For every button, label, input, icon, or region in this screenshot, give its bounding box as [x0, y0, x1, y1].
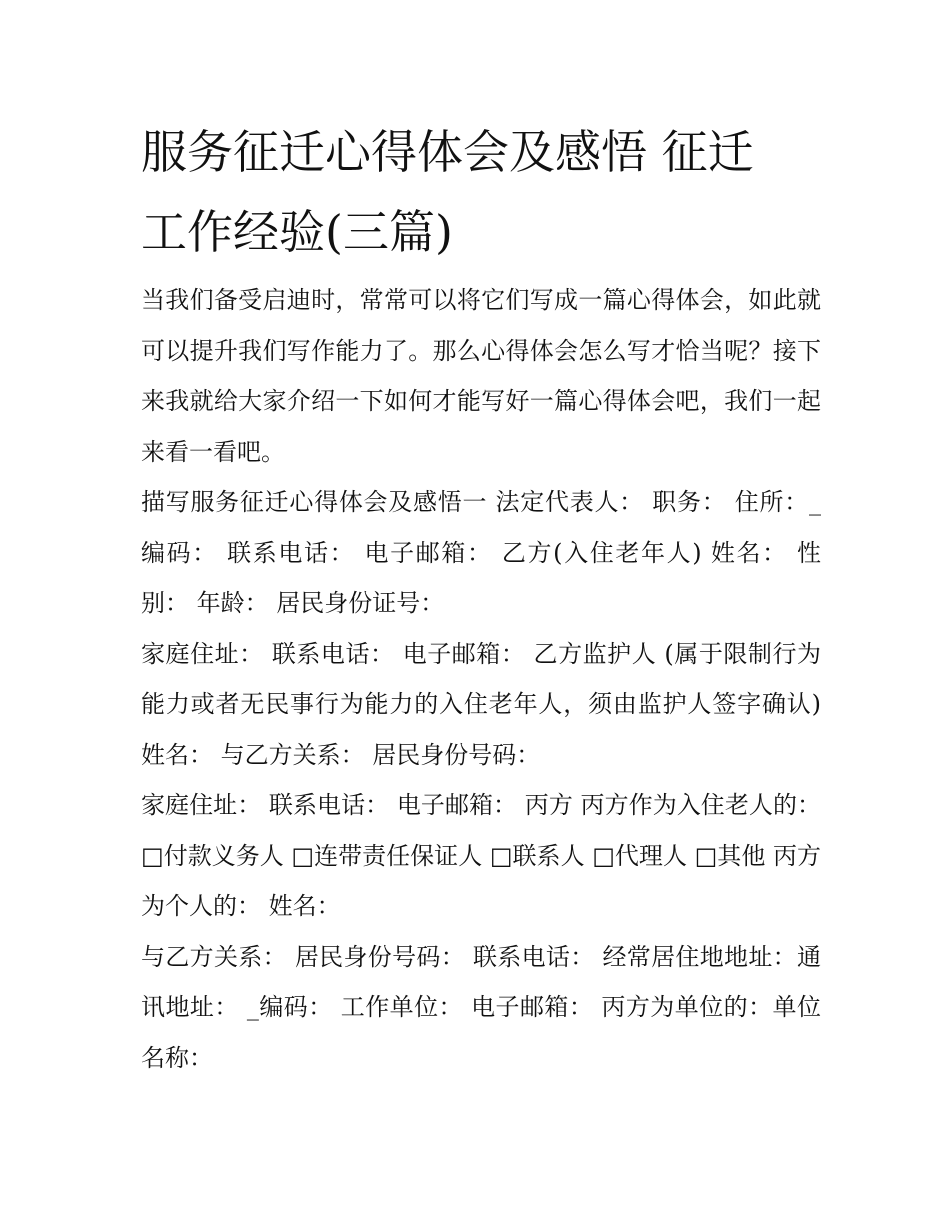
title-line-1: 服务征迁心得体会及感悟 征迁 — [141, 125, 754, 179]
third-party-paragraph: 家庭住址： 联系电话： 电子邮箱： 丙方 丙方作为入住老人的： □付款义务人 □连带责任保证人 □联系人 □代理人 □其他 丙方为个人的： 姓名： — [141, 791, 821, 920]
intro-paragraph: 当我们备受启迪时，常常可以将它们写成一篇心得体会，如此就可以提升我们写作能力了。那么心得体会怎么写才恰当呢？接下来我就给大家介绍一下如何才能写好一篇心得体会吧，我们一起来看一看吧。 — [141, 286, 821, 466]
document-body — [141, 275, 821, 1083]
guardian-info-paragraph: 家庭住址： 联系电话： 电子邮箱： 乙方监护人 (属于限制行为能力或者无民事行为能力的入住老年人，须由监护人签字确认) 姓名： 与乙方关系： 居民身份号码： — [141, 639, 821, 769]
title-line-2: 工作经验(三篇) — [141, 205, 453, 259]
document-title — [141, 112, 821, 272]
party-info-paragraph: 描写服务征迁心得体会及感悟一 法定代表人： 职务： 住所：_编码： 联系电话： 电子邮箱： 乙方(入住老年人) 姓名： 性别： 年龄： 居民身份证号： — [141, 488, 821, 617]
third-party-details-paragraph: 与乙方关系： 居民身份号码： 联系电话： 经常居住地地址：通讯地址： _编码： 工作单位： 电子邮箱： 丙方为单位的：单位名称： — [141, 942, 821, 1072]
